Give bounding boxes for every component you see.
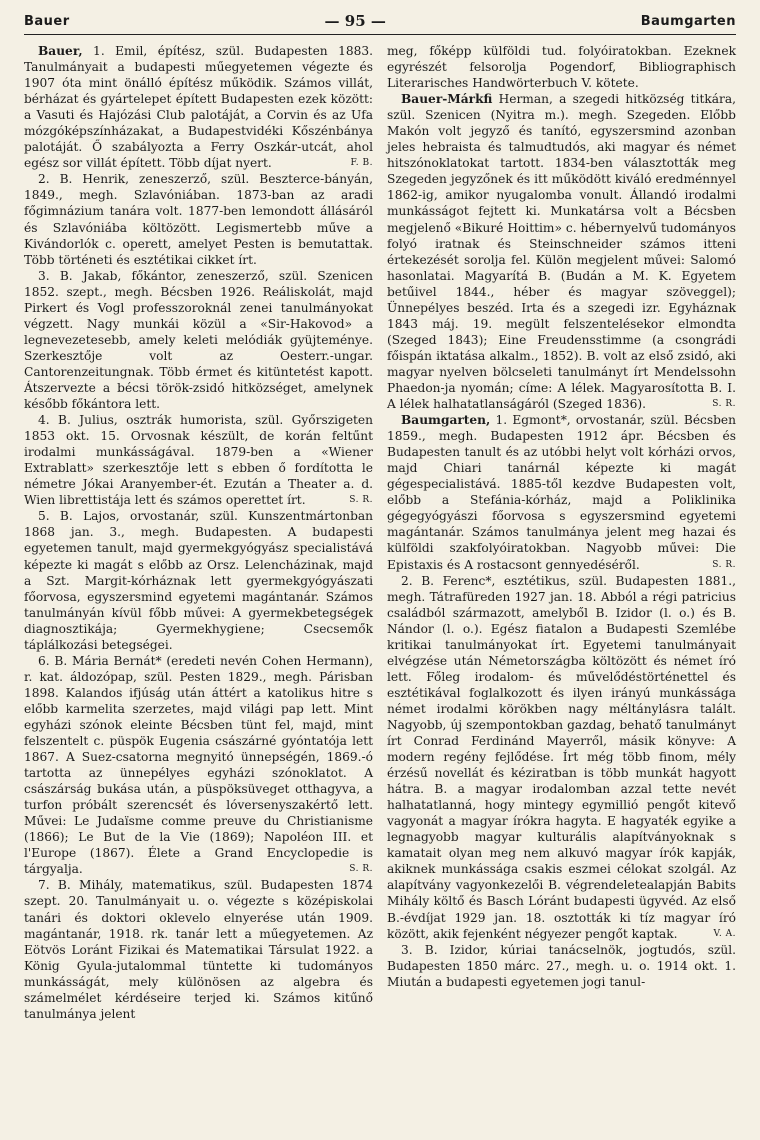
header-right-keyword: Baumgarten [640,13,736,29]
entry-paragraph [24,653,373,878]
entry-paragraph [387,43,736,91]
entry-paragraph [387,573,736,942]
entry-paragraph [387,412,736,572]
entry-headword: Bauer-Márkfi [401,92,493,107]
entry-text: 3. B. Izidor, kúriai tanácselnök, jogtudós, szül. Budapesten 1850 márc. 27., megh. u. o. 1914 okt. 1. Miután a budapesti egyetemen jogi tanul- [387,942,736,989]
left-column [24,43,373,1022]
entry-headword: Baumgarten, [401,413,491,428]
entry-paragraph [24,268,373,412]
header-left-keyword: Bauer [24,13,70,29]
entry-text: 7. B. Mihály, matematikus, szül. Budapesten 1874 szept. 20. Tanulmányait u. o. végezte s középiskolai tanári és doktori oklevelo elnyerése után 1909. magántanár, 1918. rk. tanár lett a műegyetemen. Az Eötvös Loránt Fizikai és Matematikai Társulat 1922. a König Gyula-jutalommal tüntette ki tudományos munkásságát, mely különösen az algebra és számelmélet kérdéseire terjed ki. Számos kitűnő tanulmánya jelent [24,878,373,1021]
entry-paragraph [24,43,373,171]
entry-paragraph [24,877,373,1021]
entry-paragraph [24,171,373,267]
author-signature: S. R. [349,495,373,506]
page-number: — 95 — [324,12,386,30]
entry-paragraph [387,942,736,990]
entry-text: 1. Egmont*, orvostanár, szül. Bécsben 1859., megh. Budapesten 1912 ápr. Bécsben és Budapesten tanult és az utóbbi helyt volt kórházi orvos, majd Chiari tanárnál képezte ki magát gégespecialistává. 1885-től kezdve Budapesten volt, előbb a Stefánia-kórház, majd a Poliklinika gégegyógyászi főorvosa s egyszersmind egyetemi magántanár. Számos tanulmánya jelent meg hazai és külföldi szakfolyóiratokban. Nagyobb művei: Die Epistaxis és A rostacsont gennyedéséről. [387,413,736,572]
entry-text: 2. B. Ferenc*, esztétikus, szül. Budapesten 1881., megh. Tátrafüreden 1927 jan. 18. Abból a régi patricius családból származott, amelyből B. Izidor (l. o.) és B. Nándor (l. o.). Egész fiatalon a Budapesti Szemlébe kritikai tanulmányokat írt. Egyetemi tanulmányait elvégzése után Németországba költözött és német író lett. Főleg irodalom- és művelődéstörténettel és esztétikával foglalkozott és ilyen irányú munkássága német irodalmi körökben nagy méltánylásra talált. Nagyobb, új szempontokban gazdag, behatő tanulmányt írt Conrad Ferdinánd Mayerről, másik könyve: A modern regény fejlődése. Írt még több finom, mély érzésű novellát és kéziratban is több munkát hagyott hátra. B. a magyar irodalomban azzal tette nevét halhatatlanná, hogy mintegy egymillió pengőt kitevő vagyonát a magyar írókra hagyta. E hagyaték egyike a legnagyobb magyar kulturális alapítványoknak s kamatait olyan meg nem alkuvó magyar írók kapják, akiknek munkássága csakis eszmei célokat szolgál. Az alapítvány vagyonkezelői B. végrendeletealapján Babits Mihály költő és Basch Lóránt budapesti ügyvéd. Az első B.-évdíjat 1929 jan. 18. osztották ki tíz magyar író között, akik fejenként négyezer pengőt kaptak. [387,573,736,941]
author-signature: V. A. [713,928,736,939]
entry-text: 2. B. Henrik, zeneszerző, szül. Beszterce-bányán, 1849., megh. Szlavóniában. 1873-ban az aradi főgimnázium tanára volt. 1877-ben lemondott állásáról és Szlavóniába költözött. Legismertebb műve a Kivándorlók c. operett, amelyet Pesten is bemutattak. Több történeti és esztétikai cikket írt. [24,172,373,267]
entry-text: 4. B. Julius, osztrák humorista, szül. Győrszigeten 1853 okt. 15. Orvosnak készült, de korán feltűnt irodalmi munkásságával. 1879-ben a «Wiener Extrablatt» szerkesztője lett s ebben ő fordította le németre Jókai Aranyember-ét. Ezután a Theater a. d. Wien librettistája lett és számos operettet írt. [24,413,373,508]
author-signature: F. B. [350,158,373,169]
entry-text: Herman, a szegedi hitközség titkára, szül. Szenicen (Nyitra m.). megh. Szegeden. Előbb Makón volt jegyző és tanító, egyszersmind azonban jeles hebraista és talmudtudós, aki magyar és német hitszónoklatokat tartott. 1834-ben választották meg Szegeden jegyzőnek és itt működött kiváló eredménnyel 1862-ig, amikor nyugalomba vonult. Állandó irodalmi munkásságot fejtett ki. Munkatársa volt a Bécsben megjelenő «Bikuré Hoittim» c. hébernyelvű tudományos folyó iratnak és Steinschneider számos itteni értekezését sorolja fel. Külön megjelent művei: Salomó hasonlatai. Magyarítá B. (Budán a M. K. Egyetem betűivel 1844., héber és magyar szöveggel); Ünnepélyes beszéd. Irta és a szegedi izr. Egyháznak 1843 máj. 19. megült felszentelésekor elmondta (Szeged 1843); Eine Freudensstimme (a csongrádi főispán iktatása alkalm., 1852). B. volt az első zsidó, aki magyar nyelven bölcseleti tanulmányt írt Mendelssohn Phaedon-ja nyomán; címe: A lélek. Magyarosította B. I. A lélek halhatatlanságáról (Szeged 1836). [387,92,736,412]
author-signature: S. R. [712,399,736,410]
entry-text: meg, főképp külföldi tud. folyóiratokban. Ezeknek egyrészét felsorolja Pogendorf, Bibliographisch Literarisches Handwörterbuch V. kötete. [387,44,736,91]
page-header [24,8,736,35]
entry-text: 1. Emil, építész, szül. Budapesten 1883. Tanulmányait a budapesti műegyetemen végezte és 1907 óta mint önálló építész működik. Számos villát, bérházat és gyártelepet épített Budapesten ezek között: a Vasuti és Hajózási Club palotáját, a Corvin és az Ufa mózgóképszínházakat, a Budapestvidéki Kőszénbánya palotáját. Ő szabályozta a Ferry Oszkár-utcát, ahol egész sor villát épített. Több díjat nyert. [24,44,373,171]
entry-headword: Bauer, [38,44,83,58]
entry-paragraph [24,508,373,652]
entry-text: 3. B. Jakab, főkántor, zeneszerző, szül. Szenicen 1852. szept., megh. Bécsben 1926. Reáliskolát, majd Pirkert és Vogl professzoroknál zenei tanulmányokat végzett. Nagy munkái közül a «Sir-Hakovod» a legnevezetesebb, amely keleti melódiák gyüjteménye. Szerkesztője volt az Oesterr.-ungar. Cantorenzeitungnak. Több érmet és kitüntetést kapott. Átszervezte a bécsi török-zsidó hitközséget, amelynek később főkántora lett. [24,268,373,412]
right-column [387,43,736,1022]
author-signature: S. R. [349,864,373,875]
author-signature: S. R. [712,559,736,570]
entry-text: 6. B. Mária Bernát* (eredeti nevén Cohen Hermann), r. kat. áldozópap, szül. Pesten 1829., megh. Párisban 1898. Kalandos ifjúság után áttért a katolikus hitre s előbb karmelita szerzetes, majd világi pap lett. Mint egyházi szónok eleinte Bécsben tünt fel, majd, mint felszentelt c. püspök Eugenia császárné gyóntatója lett 1867. A Suez-csatorna megnyitó ünnepségén, 1869.-ó tartotta az ünnepélyes egyházi szónoklatot. A császárság bukása után, a püspöksüveget otthagyva, a turfon próbált szerencsét és lóversenyszakértő lett. Művei: Le Judaïsme comme preuve du Christianisme (1866); Le But de la Vie (1869); Napoléon III. et l'Europe (1867). Élete a Grand Encyclopedie is tárgyalja. [24,653,373,877]
entry-paragraph [387,91,736,412]
entry-text: 5. B. Lajos, orvostanár, szül. Kunszentmártonban 1868 jan. 3., megh. Budapesten. A budapesti egyetemen tanult, majd gyermekgyógyász specialistává képezte ki magát s előbb az Orsz. Lelencházinak, majd a Szt. Margit-kórháznak lett gyermekgyógyászati főorvosa, egyszersmind egyetemi magántanár. Számos tanulmányán kívül főbb művei: A gyermekbetegségek diagnosztikája; Gyermekhygiene; Csecsemők táplálkozási betegségei. [24,509,373,652]
entry-paragraph [24,412,373,508]
